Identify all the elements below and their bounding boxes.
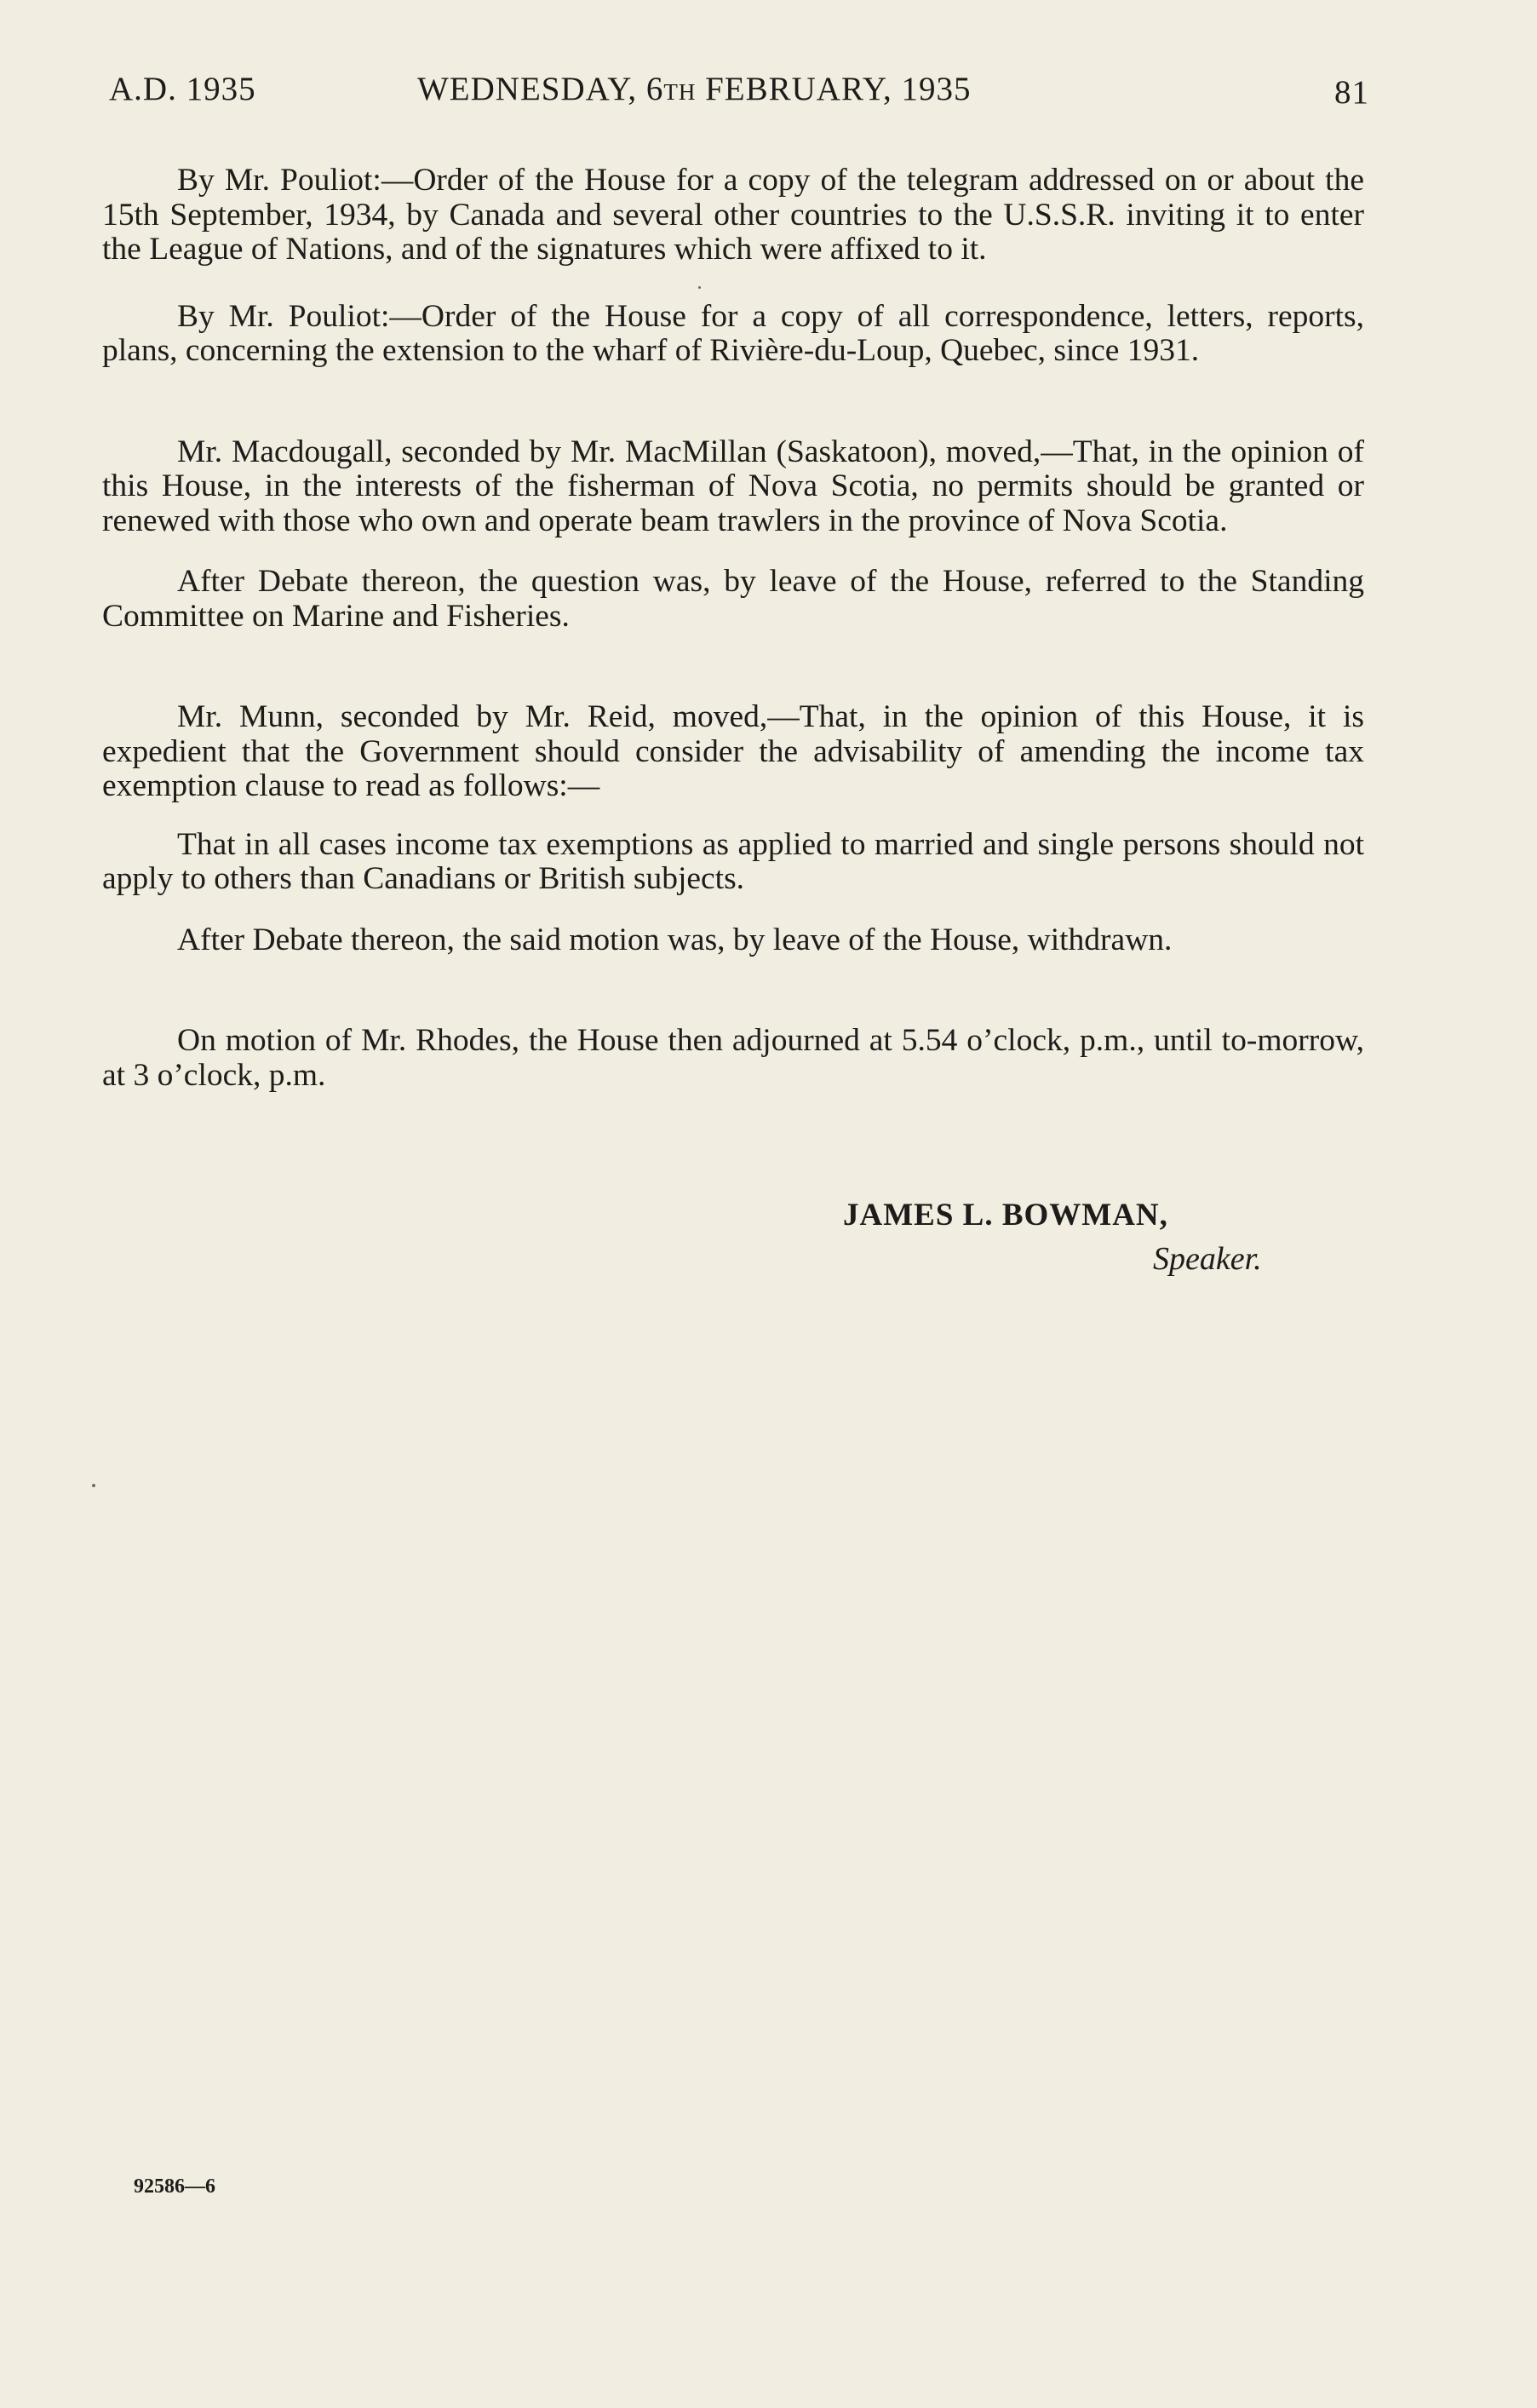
macdougall-motion-paragraph: Mr. Macdougall, seconded by Mr. MacMillan (Saskatoon), moved,—That, in the opinion of this House, in the interests of the fisherman of Nova Scotia, no permits should be granted or renewed with those who own and operate beam trawlers in the province of Nova Scotia. — [102, 434, 1364, 538]
exemption-clause-paragraph: That in all cases income tax exemptions as applied to married and single persons should not apply to others than Canadians or British subjects. — [102, 826, 1364, 896]
paper-speck — [92, 1484, 95, 1487]
running-header — [109, 70, 1369, 121]
munn-motion-paragraph: Mr. Munn, seconded by Mr. Reid, moved,—That, in the opinion of this House, it is expedient that the Government should consider the advisability of amending the income tax exemption clause to read as follows:— — [102, 699, 1364, 803]
order-wharf-paragraph: By Mr. Pouliot:—Order of the House for a copy of all correspondence, letters, reports, plans, concerning the extension to the wharf of Rivière-du-Loup, Quebec, since 1931. — [102, 298, 1364, 368]
speaker-title: Speaker. — [1153, 1241, 1262, 1277]
signature-block — [843, 1197, 1371, 1278]
date-title: WEDNESDAY, 6th FEBRUARY, 1935 — [417, 71, 972, 107]
speaker-name: JAMES L. BOWMAN, — [843, 1198, 1168, 1233]
page-number: 81 — [1334, 74, 1369, 111]
print-code: 92586—6 — [134, 2175, 215, 2198]
paper-speck — [698, 286, 701, 289]
journal-entries — [102, 164, 1364, 1093]
year-label: A.D. 1935 — [109, 71, 256, 107]
order-telegram-paragraph: By Mr. Pouliot:—Order of the House for a copy of the telegram addressed on or about the 15th September, 1934, by Canada and several other countries to the U.S.S.R. inviting it to enter the League of Nations, and of the signatures which were affixed to it. — [102, 163, 1364, 267]
withdrawn-paragraph: After Debate thereon, the said motion was, by leave of the House, withdrawn. — [177, 922, 1173, 957]
adjournment-paragraph: On motion of Mr. Rhodes, the House then adjourned at 5.54 o’clock, p.m., until to-morrow, at 3 o’clock, p.m. — [102, 1023, 1364, 1093]
referral-paragraph: After Debate thereon, the question was, by leave of the House, referred to the Standing Committee on Marine and Fisheries. — [102, 564, 1364, 634]
